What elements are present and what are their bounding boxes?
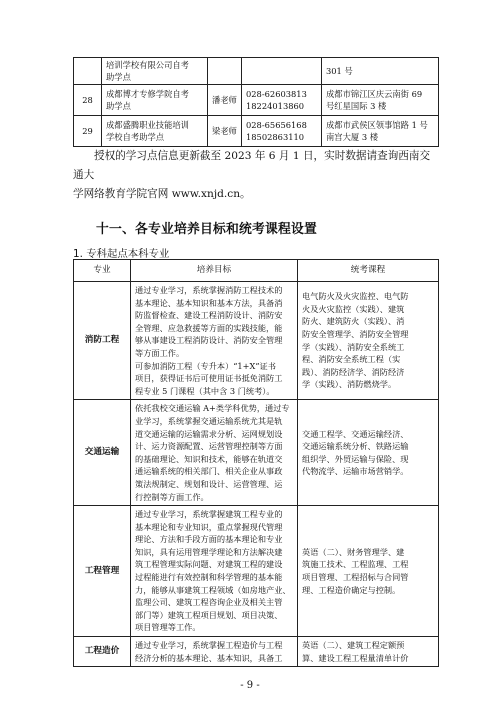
training-goal-line: 通运输系统的相关部门、相关企业从事政 [135,466,283,477]
exam-courses [298,506,439,637]
authorization-note-line1: 授权的学习点信息更新截至 2023 年 6 月 1 日，实时数据请查询西南交通大 [73,150,431,181]
phone [242,85,322,116]
training-goal-line: 通过专业学习，系统掌握建筑工程专业的 [135,509,283,520]
address-line: 301 号 [326,65,353,76]
exam-course-line: 学（实践）、消防燃烧学。 [302,379,397,390]
training-goal-line: 部门等）建筑工程项目规划、项目决策、 [135,609,283,620]
training-goal-line: 经济分析的基本理论、基本知识，具备工 [135,652,283,663]
major-name: 工程管理 [74,506,131,637]
page-number: - 9 - [240,680,260,691]
row-number [74,58,102,85]
address-line: 成都市武侯区领事馆路 1 号 [326,119,428,130]
phone-line: 18224013860 [246,101,305,111]
exam-course-line: 电气防火及火灾监控、电气防 [302,291,409,302]
exam-course-line: 火及火灾监控（实践）、建筑 [302,303,405,314]
exam-course-line: 践）、消防经济学、消防经济 [302,366,405,377]
exam-course-line: 理、工程造价确定与控制。 [302,584,401,595]
major-row [74,400,439,506]
training-goal-line: 筑工程管理实际问题、对建筑工程的建设 [135,559,283,570]
school-name-line: 助学点 [106,101,131,111]
sub-heading: 1. 专科起点本科专业 [73,248,170,260]
training-goal [131,400,298,506]
exam-course-line: 交通运输系统分析、铁路运输 [302,441,409,452]
training-goal-line: 项目管理等工作。 [135,622,201,633]
school-name-line: 成都盛腾职业技能培训 [106,119,189,130]
row-number: 28 [74,85,102,116]
exam-course-line: 交通工程学、交通运输经济、 [302,428,409,439]
phone [242,58,322,85]
training-goal-line: 全管理、应急救援等方面的实践技能，能 [135,322,283,333]
major-name: 交通运输 [74,400,131,506]
training-goal-line: 计、运力资源配置、运营管理控制等方面 [135,441,283,452]
exam-course-line: 算、建设工程工程量清单计价 [302,652,409,663]
header-major: 专业 [74,260,131,282]
phone [242,116,322,147]
contact-person: 梁老师 [208,116,242,147]
authorization-note [73,147,433,204]
training-goal-line: 够从事建设工程消防设计、消防安全管理 [135,335,283,346]
address-line: 成都市锦江区庆云南街 69 [326,88,423,99]
exam-course-line: 英语（二）、财务管理学、建 [302,546,405,557]
school-name-line: 成都博才专修学院自考 [106,88,189,99]
major-name: 消防工程 [74,282,131,400]
exam-course-line: 防安全管理学、消防安全管理 [302,329,409,340]
training-goal-line: 知识，具有运用管理学理论和方法解决建 [135,546,283,557]
phone-line: 028-65656168 [246,119,307,130]
exam-course-line: 筑施工技术、工程监理、工程 [302,559,409,570]
training-goal-line: 基本理论和专业知识，重点掌握现代管理 [135,521,283,532]
training-goal-line: 等方面工作。 [135,347,185,358]
training-goal-line: 理论、方法和手段方面的基本理论和专业 [135,534,283,545]
training-goal-line: 基本理论、基本知识和基本方法，具备消 [135,297,283,308]
exam-courses [298,637,439,667]
training-goal-line: 程专业 5 门课程（其中含 3 门统考）。 [135,385,275,396]
phone-line: 18502863110 [246,132,305,142]
address [322,58,439,85]
majors-table [73,259,439,667]
phone-line: 028-62603813 [246,88,307,99]
exam-course-line: 学（实践）、消防安全系统工 [302,341,405,352]
learning-center-row [74,58,439,85]
exam-course-line: 代物流学、运输市场营销学。 [302,466,409,477]
header-courses: 统考课程 [298,260,439,282]
address [322,116,439,147]
school-name [102,58,208,85]
contact-person [208,58,242,85]
school-name-line: 培训学校有限公司自考 [106,59,189,70]
major-row [74,637,439,667]
training-goal-line: 依托我校交通运输 A+类学科优势，通过专 [135,403,290,414]
exam-course-line: 程、消防安全系统工程（实 [302,354,401,365]
training-goal-line: 过程能进行有效控制和科学管理的基本能 [135,572,283,583]
training-goal [131,282,298,400]
training-goal-line: 通过专业学习，系统掌握消防工程技术的 [135,285,283,295]
training-goal-line: 策法规制定、规划和设计、运营管理、运 [135,478,283,489]
training-goal-line: 业学习，系统掌握交通运输系统尤其是轨 [135,415,283,426]
address-line: 南宫大厦 3 楼 [326,132,379,142]
exam-courses [298,400,439,506]
training-goal [131,506,298,637]
training-goal-line: 力，能够从事建筑工程领域（如房地产业、 [135,584,291,595]
learning-center-row [74,116,439,147]
learning-centers-table [73,57,439,147]
training-goal-line: 可参加消防工程（专升本）“1+X”证书 [135,360,276,371]
address-line: 号红星国际 3 楼 [326,101,387,111]
row-number: 29 [74,116,102,147]
school-name-line: 学校自考助学点 [106,132,165,142]
school-name [102,85,208,116]
training-goal-line: 通过专业学习，系统掌握工程造价与工程 [135,640,283,651]
section-heading: 十一、各专业培养目标和统考课程设置 [96,222,317,237]
exam-course-line: 组织学、外贸运输与保险、现 [302,453,409,464]
exam-course-line: 防火、建筑防火（实践）、消 [302,316,405,327]
address [322,85,439,116]
training-goal [131,637,298,667]
major-row [74,506,439,637]
school-name [102,116,208,147]
major-row [74,282,439,400]
training-goal-line: 的基础理论、知识和技术，能够在轨道交 [135,453,283,464]
training-goal-line: 监理公司、建筑工程咨询企业及相关主管 [135,597,283,608]
header-goal: 培养目标 [131,260,298,282]
exam-course-line: 项目管理、工程招标与合同管 [302,572,409,583]
authorization-note-line2: 学网络教育学院官网 www.xnjd.cn。 [73,188,251,200]
major-name: 工程造价 [74,637,131,667]
learning-center-row [74,85,439,116]
training-goal-line: 防监督检查、建设工程消防设计、消防安 [135,310,283,321]
exam-course-line: 英语（二）、建筑工程定额预 [302,640,405,651]
majors-table-header [74,260,439,282]
training-goal-line: 项目，获得证书后可使用证书抵免消防工 [135,373,283,384]
contact-person: 潘老师 [208,85,242,116]
school-name-line: 助学点 [106,72,131,82]
training-goal-line: 行控制等方面工作。 [135,491,209,502]
training-goal-line: 道交通运输的运输需求分析、运网规划设 [135,428,283,439]
exam-courses [298,282,439,400]
